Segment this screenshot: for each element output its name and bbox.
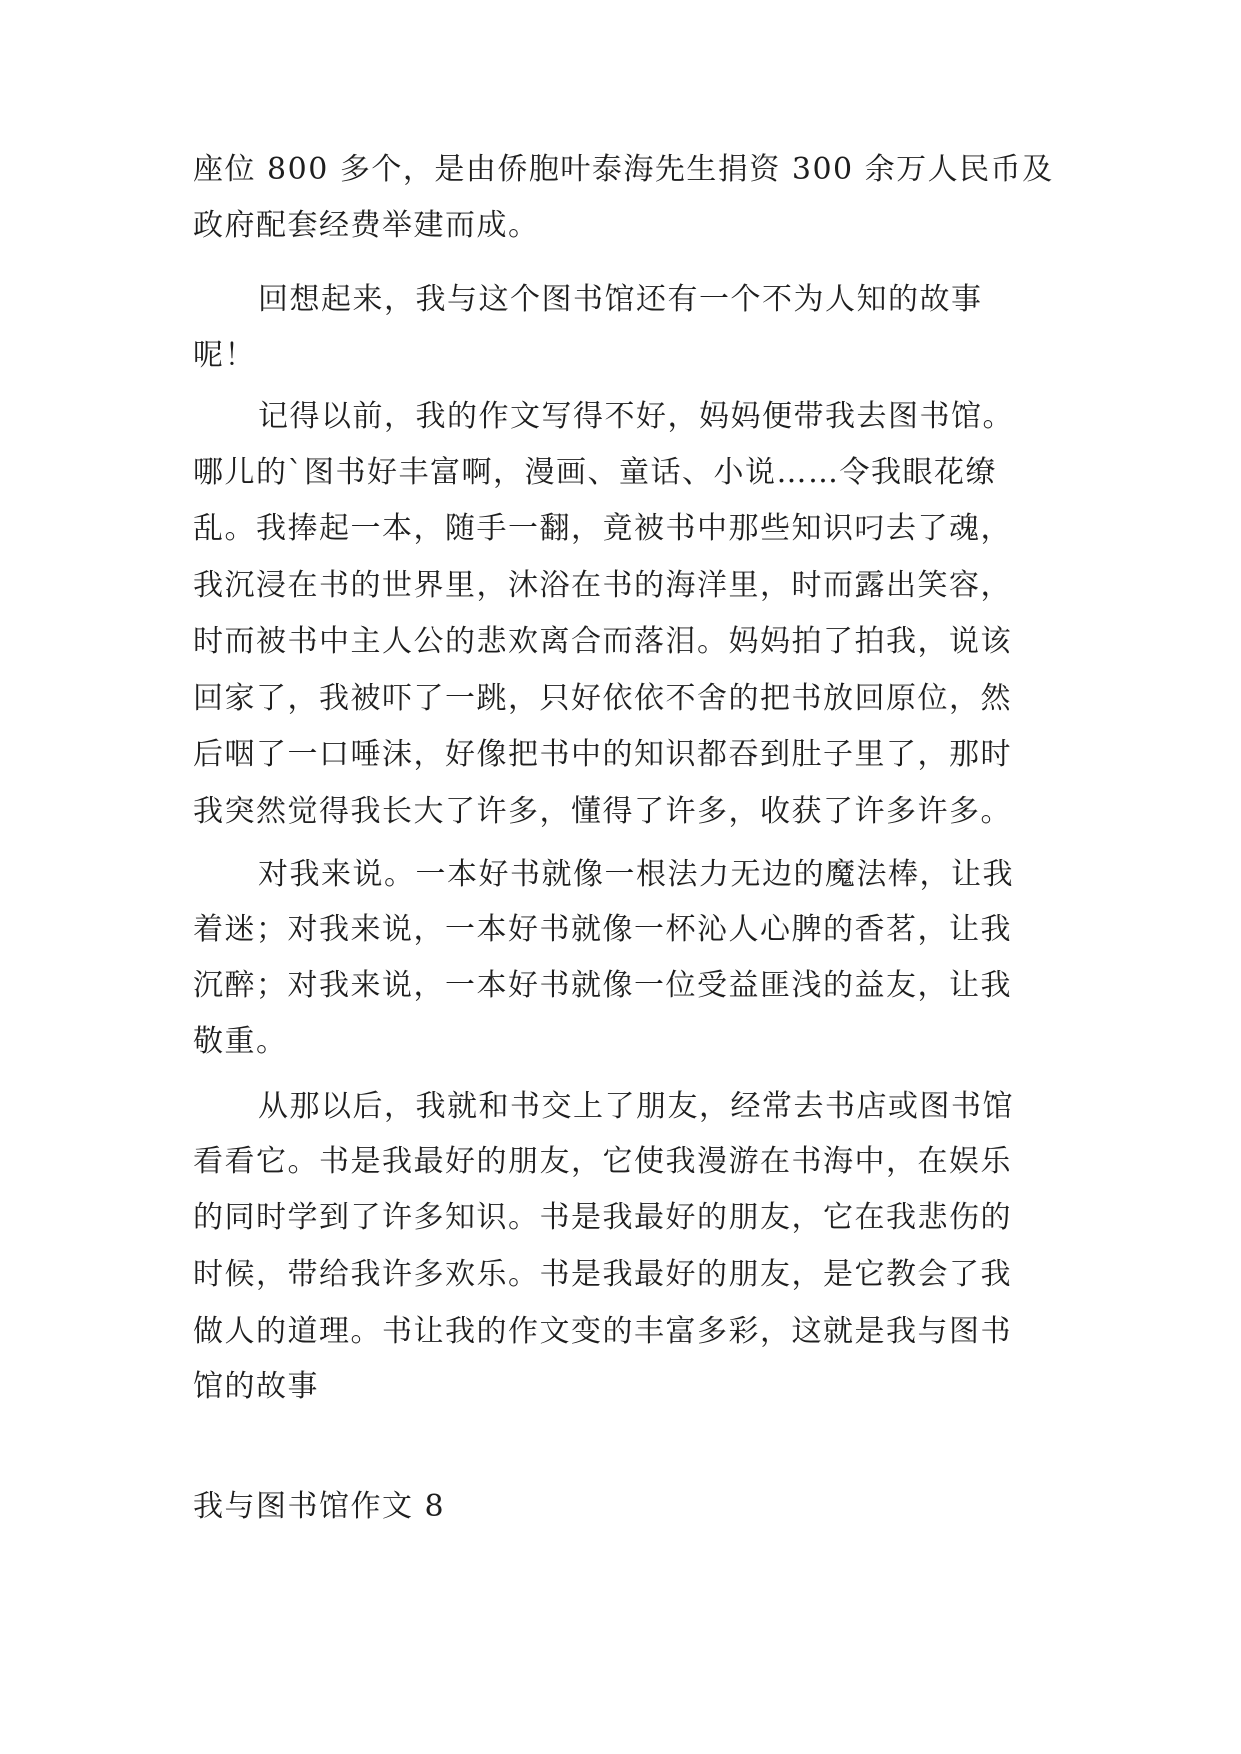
text-line: 馆的故事 <box>193 1369 319 1404</box>
text-line: 从那以后，我就和书交上了朋友，经常去书店或图书馆 <box>258 1089 1014 1124</box>
text-line: 看看它。书是我最好的朋友，它使我漫游在书海中，在娱乐 <box>193 1144 1012 1179</box>
text-line: 座位 800 多个，是由侨胞叶泰海先生捐资 300 余万人民币及 <box>193 152 1054 187</box>
text-line: 政府配套经费举建而成。 <box>193 208 540 243</box>
text-line: 着迷；对我来说，一本好书就像一杯沁人心脾的香茗，让我 <box>193 912 1012 947</box>
text-line: 对我来说。一本好书就像一根法力无边的魔法棒，让我 <box>258 857 1014 892</box>
text-line: 回想起来，我与这个图书馆还有一个不为人知的故事 <box>258 282 983 317</box>
text-line: 的同时学到了许多知识。书是我最好的朋友，它在我悲伤的 <box>193 1200 1012 1235</box>
text-line: 沉醉；对我来说，一本好书就像一位受益匪浅的益友，让我 <box>193 968 1012 1003</box>
text-line: 我沉浸在书的世界里，沐浴在书的海洋里，时而露出笑容， <box>193 568 1012 603</box>
text-line: 回家了，我被吓了一跳，只好依依不舍的把书放回原位，然 <box>193 681 1012 716</box>
text-line: 时候，带给我许多欢乐。书是我最好的朋友，是它教会了我 <box>193 1257 1012 1292</box>
text-line: 我突然觉得我长大了许多，懂得了许多，收获了许多许多。 <box>193 794 1012 829</box>
text-line: 呢！ <box>193 338 256 373</box>
text-line: 哪儿的`图书好丰富啊，漫画、童话、小说……令我眼花缭 <box>193 455 997 490</box>
section-title: 我与图书馆作文 8 <box>193 1489 446 1524</box>
text-line: 乱。我捧起一本，随手一翻，竟被书中那些知识叼去了魂， <box>193 511 1012 546</box>
text-line: 做人的道理。书让我的作文变的丰富多彩，这就是我与图书 <box>193 1314 1012 1349</box>
text-line: 记得以前，我的作文写得不好，妈妈便带我去图书馆。 <box>258 399 1014 434</box>
text-line: 敬重。 <box>193 1024 288 1059</box>
text-line: 时而被书中主人公的悲欢离合而落泪。妈妈拍了拍我，说该 <box>193 624 1012 659</box>
text-line: 后咽了一口唾沫，好像把书中的知识都吞到肚子里了，那时 <box>193 737 1012 772</box>
